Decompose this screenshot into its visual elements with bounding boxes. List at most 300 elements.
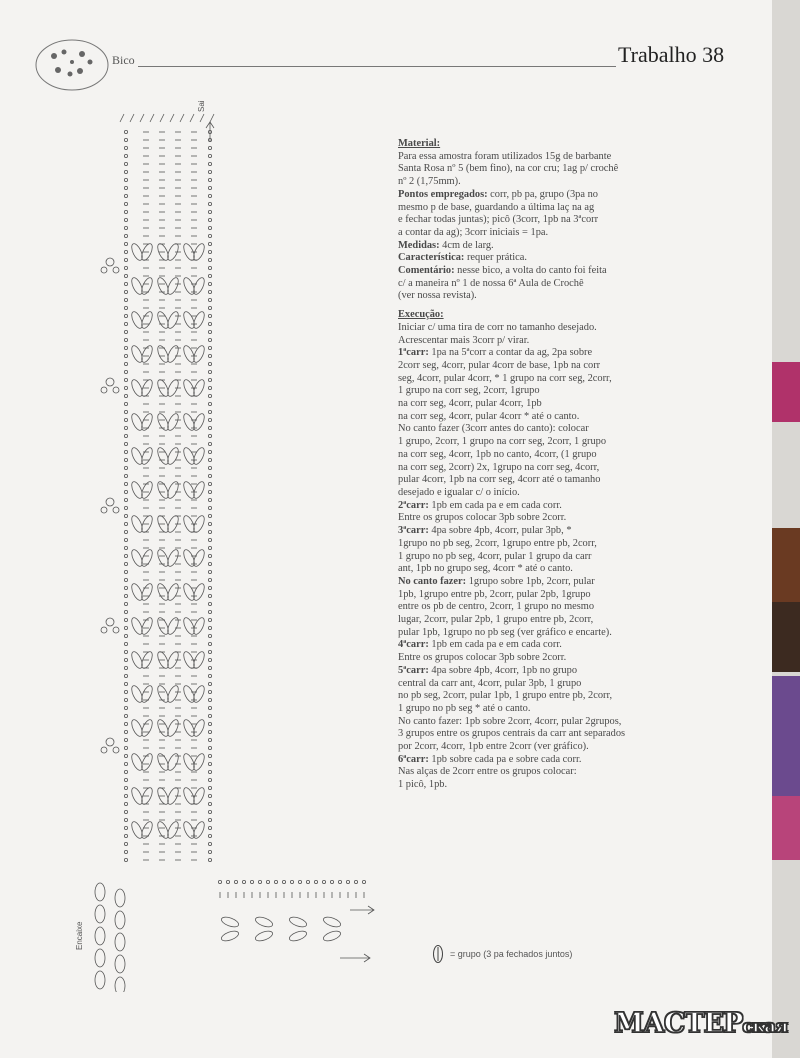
chain-stitch-mark xyxy=(298,880,301,883)
instruction-line: e fechar todas juntas); picô (3corr, 1pb na 3ªcorr xyxy=(398,214,599,226)
chain-stitch-mark xyxy=(124,186,127,189)
chain-stitch-mark xyxy=(208,402,211,405)
instruction-line: desejado e igualar c/ o início. xyxy=(398,486,520,498)
chain-stitch-mark xyxy=(124,194,127,197)
grupo-symbol xyxy=(140,446,155,466)
page-tab-brown xyxy=(772,528,800,602)
chain-stitch-mark xyxy=(208,666,211,669)
picot-mark xyxy=(113,267,119,273)
chain-stitch-mark xyxy=(124,738,127,741)
grupo-symbol xyxy=(140,276,155,296)
chain-stitch-mark xyxy=(208,594,211,597)
chain-stitch-mark xyxy=(208,506,211,509)
chain-stitch-mark xyxy=(208,410,211,413)
chain-stitch-mark xyxy=(124,442,127,445)
chain-stitch-mark xyxy=(124,250,127,253)
chain-stitch-mark xyxy=(124,338,127,341)
grupo-symbol xyxy=(192,820,207,840)
chain-stitch-mark xyxy=(124,698,127,701)
instruction-line: Acrescentar mais 3corr p/ virar. xyxy=(398,334,530,346)
chain-stitch-mark xyxy=(208,418,211,421)
instruction-label: 1ªcarr: xyxy=(398,347,429,359)
chain-stitch-mark xyxy=(208,794,211,797)
crochet-motif-logo-icon xyxy=(34,38,110,92)
chain-stitch-mark xyxy=(208,554,211,557)
picot-mark xyxy=(113,747,119,753)
instruction-text: corr, pb pa, grupo (3pa no xyxy=(487,188,598,200)
chain-stitch-mark xyxy=(208,570,211,573)
instruction-line: 1grupo no pb seg, 2corr, 1grupo entre pb, 2corr, xyxy=(398,537,597,549)
grupo-symbol xyxy=(192,718,207,738)
chain-stitch-mark xyxy=(124,850,127,853)
chain-stitch-mark xyxy=(124,426,127,429)
grupo-symbol xyxy=(140,752,155,772)
chain-stitch-mark xyxy=(208,146,211,149)
instruction-text: 1pb sobre cada pa e sobre cada corr. xyxy=(428,753,582,765)
chain-stitch-mark xyxy=(124,498,127,501)
grupo-symbol xyxy=(115,933,125,951)
chain-stitch-mark xyxy=(124,514,127,517)
instruction-line: lugar, 2corr, pular 2pb, 1 grupo entre pb, 2corr, xyxy=(398,614,594,626)
chain-stitch-mark xyxy=(124,658,127,661)
grupo-symbol xyxy=(288,929,308,943)
chain-stitch-mark xyxy=(124,634,127,637)
chain-stitch-mark xyxy=(124,178,127,181)
instruction-line xyxy=(398,189,694,202)
chain-stitch-mark xyxy=(208,170,211,173)
grupo-symbol xyxy=(95,927,105,945)
chain-stitch-mark xyxy=(124,810,127,813)
grupo-symbol xyxy=(322,929,342,943)
grupo-symbol xyxy=(115,955,125,973)
chain-stitch-mark xyxy=(124,666,127,669)
chain-stitch-mark xyxy=(124,242,127,245)
grupo-symbol xyxy=(192,616,207,636)
picot-mark xyxy=(101,507,107,513)
instruction-line: pular 4corr, 1pb na corr seg, 4corr até o tamanho xyxy=(398,474,601,486)
grupo-symbol xyxy=(254,915,274,929)
instruction-line: Entre os grupos colocar 3pb sobre 2corr. xyxy=(398,512,567,524)
chain-stitch-mark xyxy=(208,730,211,733)
chain-stitch-mark xyxy=(208,634,211,637)
chain-stitch-mark xyxy=(282,880,285,883)
chain-stitch-mark xyxy=(322,880,325,883)
chain-stitch-mark xyxy=(208,258,211,261)
chain-stitch-mark xyxy=(208,514,211,517)
grupo-symbol xyxy=(166,548,181,568)
direction-arrow xyxy=(206,122,214,142)
instruction-line: 2corr seg, 4corr, pular 4corr de base, 1pb na corr xyxy=(398,359,601,371)
chain-stitch-mark xyxy=(124,642,127,645)
chain-stitch-mark xyxy=(208,850,211,853)
instruction-line: No canto fazer (3corr antes do canto): colocar xyxy=(398,423,589,435)
chain-stitch-mark xyxy=(124,482,127,485)
picot-mark xyxy=(106,738,114,746)
chain-stitch-mark xyxy=(124,674,127,677)
chain-stitch-mark xyxy=(124,370,127,373)
chain-stitch-mark xyxy=(208,386,211,389)
page-tab-magenta xyxy=(772,362,800,422)
chain-stitch-mark xyxy=(124,554,127,557)
grupo-symbol xyxy=(95,971,105,989)
chain-stitch-mark xyxy=(124,298,127,301)
grupo-symbol xyxy=(166,582,181,602)
chain-stitch-mark xyxy=(208,290,211,293)
chain-stitch-mark xyxy=(124,562,127,565)
instruction-label: 5ªcarr: xyxy=(398,664,429,676)
chain-stitch-mark xyxy=(208,218,211,221)
grupo-symbol xyxy=(115,889,125,907)
chain-stitch-mark xyxy=(208,306,211,309)
instruction-line: na corr seg, 2corr) 2x, 1grupo na corr seg, 4corr, xyxy=(398,461,600,473)
chain-stitch-mark xyxy=(124,730,127,733)
grupo-symbol xyxy=(166,344,181,364)
instruction-line: 1 grupo no pb seg * até o canto. xyxy=(398,702,531,714)
chain-stitch-mark xyxy=(124,722,127,725)
grupo-symbol xyxy=(166,820,181,840)
chain-stitch-mark xyxy=(208,778,211,781)
chain-stitch-mark xyxy=(218,880,221,883)
instruction-text: 1pb em cada pa e em cada corr. xyxy=(428,499,562,511)
page-tab-magenta-2 xyxy=(772,796,800,860)
grupo-symbol xyxy=(95,949,105,967)
chain-stitch-mark xyxy=(290,880,293,883)
grupo-symbol xyxy=(140,310,155,330)
chain-stitch-mark xyxy=(124,602,127,605)
picot-mark xyxy=(101,387,107,393)
grupo-symbol xyxy=(220,915,240,929)
chain-stitch-mark xyxy=(124,330,127,333)
instruction-text: 1pb em cada pa e em cada corr. xyxy=(428,639,562,651)
instruction-line: pular 1pb, 1grupo no pb seg (ver gráfico e encarte). xyxy=(398,626,612,638)
chain-stitch-mark xyxy=(314,880,317,883)
chain-stitch-mark xyxy=(208,546,211,549)
chain-stitch-mark xyxy=(124,818,127,821)
instruction-line: 1pb, 1grupo entre pb, 2corr, pular 2pb, 1grupo xyxy=(398,588,591,600)
instruction-line: na corr seg, 4corr, pular 4corr * até o canto. xyxy=(398,410,580,422)
grupo-symbol xyxy=(166,276,181,296)
chain-stitch-mark xyxy=(124,394,127,397)
chain-stitch-mark xyxy=(208,314,211,317)
chain-stitch-mark xyxy=(124,786,127,789)
instruction-line: Execução: xyxy=(398,309,444,321)
stitch-mark xyxy=(150,114,154,122)
instruction-text: 1grupo sobre 1pb, 2corr, pular xyxy=(466,575,595,587)
chain-stitch-mark xyxy=(124,570,127,573)
chain-stitch-mark xyxy=(208,474,211,477)
chain-stitch-mark xyxy=(124,522,127,525)
chain-stitch-mark xyxy=(208,658,211,661)
instruction-label: 2ªcarr: xyxy=(398,499,429,511)
chain-stitch-mark xyxy=(124,402,127,405)
instruction-line: Para essa amostra foram utilizados 15g de barbante xyxy=(398,150,612,162)
chain-stitch-mark xyxy=(208,250,211,253)
grupo-symbol xyxy=(140,582,155,602)
instruction-line: por 2corr, 4corr, 1pb entre 2corr (ver gráfico). xyxy=(398,741,589,753)
chain-stitch-mark xyxy=(124,706,127,709)
chain-stitch-mark xyxy=(208,834,211,837)
picot-mark xyxy=(106,378,114,386)
chain-stitch-mark xyxy=(226,880,229,883)
chain-stitch-mark xyxy=(124,682,127,685)
instruction-line xyxy=(398,240,694,253)
chain-stitch-mark xyxy=(208,530,211,533)
chain-stitch-mark xyxy=(208,394,211,397)
chain-stitch-mark xyxy=(208,370,211,373)
chain-stitch-mark xyxy=(208,786,211,789)
chain-stitch-mark xyxy=(124,234,127,237)
chain-stitch-mark xyxy=(208,586,211,589)
instruction-line: no pb seg, 2corr, pular 1pb, 1 grupo entre pb, 2corr, xyxy=(398,690,613,702)
picot-mark xyxy=(106,258,114,266)
diagram-label-top: Sai xyxy=(197,100,206,112)
chain-stitch-mark xyxy=(208,434,211,437)
chain-stitch-mark xyxy=(208,242,211,245)
chain-stitch-mark xyxy=(208,442,211,445)
instruction-line xyxy=(398,754,694,767)
instruction-line: entre os pb de centro, 2corr, 1 grupo no mesmo xyxy=(398,601,595,613)
instruction-text: requer prática. xyxy=(464,252,527,264)
grupo-symbol xyxy=(140,548,155,568)
chain-stitch-mark xyxy=(208,482,211,485)
instruction-label: 3ªcarr: xyxy=(398,525,429,537)
instruction-text: 1pa na 5ªcorr a contar da ag, 2pa sobre xyxy=(428,347,593,359)
chain-stitch-mark xyxy=(208,298,211,301)
chain-stitch-mark xyxy=(208,842,211,845)
picot-mark xyxy=(101,747,107,753)
chain-stitch-mark xyxy=(208,706,211,709)
chain-stitch-mark xyxy=(242,880,245,883)
legend-text: = grupo (3 pa fechados juntos) xyxy=(450,949,573,959)
chain-stitch-mark xyxy=(124,322,127,325)
chain-stitch-mark xyxy=(124,714,127,717)
chain-stitch-mark xyxy=(208,754,211,757)
chain-stitch-mark xyxy=(124,258,127,261)
instruction-line xyxy=(398,265,694,278)
chain-stitch-mark xyxy=(124,170,127,173)
chain-stitch-mark xyxy=(124,386,127,389)
instruction-label: 4ªcarr: xyxy=(398,639,429,651)
chain-stitch-mark xyxy=(208,162,211,165)
grupo-symbol xyxy=(95,883,105,901)
chain-stitch-mark xyxy=(124,418,127,421)
grupo-symbol xyxy=(166,752,181,772)
instruction-label: Característica: xyxy=(398,252,465,264)
instruction-line: nº 2 (1,75mm). xyxy=(398,176,461,188)
chain-stitch-mark xyxy=(124,218,127,221)
chain-stitch-mark xyxy=(124,538,127,541)
stitch-mark xyxy=(190,114,194,122)
instruction-line: seg, 4corr, pular 4corr, * 1 grupo na corr seg, 2corr, xyxy=(398,372,612,384)
chain-stitch-mark xyxy=(124,354,127,357)
chain-stitch-mark xyxy=(124,226,127,229)
instruction-text: 4pa sobre 4pb, 4corr, 1pb no grupo xyxy=(428,664,578,676)
grupo-symbol xyxy=(140,616,155,636)
picot-mark xyxy=(113,387,119,393)
chain-stitch-mark xyxy=(124,650,127,653)
chain-stitch-mark xyxy=(208,266,211,269)
direction-arrow xyxy=(340,954,370,962)
chain-stitch-mark xyxy=(208,378,211,381)
grupo-symbol xyxy=(140,412,155,432)
diagram-label-corner: Encaixe xyxy=(75,921,84,950)
chain-stitch-mark xyxy=(250,880,253,883)
grupo-symbol xyxy=(166,684,181,704)
chain-stitch-mark xyxy=(208,362,211,365)
chain-stitch-mark xyxy=(124,138,127,141)
instruction-line xyxy=(398,252,694,265)
stitch-mark xyxy=(180,114,184,122)
grupo-symbol xyxy=(192,310,207,330)
chain-stitch-mark xyxy=(208,578,211,581)
grupo-symbol xyxy=(192,412,207,432)
chain-stitch-mark xyxy=(124,378,127,381)
grupo-symbol xyxy=(115,911,125,929)
chain-stitch-mark xyxy=(124,274,127,277)
instruction-line xyxy=(398,347,694,360)
grupo-symbol xyxy=(166,412,181,432)
instruction-line xyxy=(398,500,694,513)
stitch-mark xyxy=(120,114,124,122)
chain-stitch-mark xyxy=(354,880,357,883)
chain-stitch-mark xyxy=(124,290,127,293)
instruction-text: 4pa sobre 4pb, 4corr, pular 3pb, * xyxy=(428,525,572,537)
chain-stitch-mark xyxy=(208,186,211,189)
chain-stitch-mark xyxy=(258,880,261,883)
chain-stitch-mark xyxy=(208,610,211,613)
instruction-line xyxy=(398,665,694,678)
chain-stitch-mark xyxy=(124,458,127,461)
chain-stitch-mark xyxy=(124,266,127,269)
instruction-line: 1 picô, 1pb. xyxy=(398,779,448,791)
grupo-symbol xyxy=(140,344,155,364)
instruction-line: (ver nossa revista). xyxy=(398,290,477,302)
chain-stitch-mark xyxy=(208,642,211,645)
chain-stitch-mark xyxy=(208,858,211,861)
chain-stitch-mark xyxy=(124,162,127,165)
grupo-symbol xyxy=(254,929,274,943)
grupo-symbol-icon xyxy=(432,944,444,964)
grupo-symbol xyxy=(192,276,207,296)
chain-stitch-mark xyxy=(208,346,211,349)
chain-stitch-mark xyxy=(306,880,309,883)
instruction-line: na corr seg, 4corr, 1pb no canto, 4corr, (1 grupo xyxy=(398,448,597,460)
chain-stitch-mark xyxy=(124,530,127,533)
chain-stitch-mark xyxy=(208,690,211,693)
page-tab-purple xyxy=(772,676,800,796)
instruction-label: Comentário: xyxy=(398,265,455,277)
chain-stitch-mark xyxy=(124,802,127,805)
chain-stitch-mark xyxy=(208,810,211,813)
chain-stitch-mark xyxy=(208,154,211,157)
chain-stitch-mark xyxy=(124,466,127,469)
grupo-symbol xyxy=(166,446,181,466)
chain-stitch-mark xyxy=(330,880,333,883)
section-name: Bico xyxy=(112,53,135,67)
grupo-symbol xyxy=(166,718,181,738)
chain-stitch-mark xyxy=(124,546,127,549)
chain-stitch-mark xyxy=(208,330,211,333)
chain-stitch-mark xyxy=(208,426,211,429)
grupo-symbol xyxy=(192,446,207,466)
instruction-line: a contar da ag); 3corr iniciais = 1pa. xyxy=(398,226,549,238)
grupo-symbol xyxy=(166,616,181,636)
chain-stitch-mark xyxy=(124,746,127,749)
chain-stitch-mark xyxy=(208,722,211,725)
chain-stitch-mark xyxy=(234,880,237,883)
instruction-line: ant, 1pb no grupo seg, 4corr * até o canto. xyxy=(398,563,573,575)
grupo-symbol xyxy=(192,582,207,602)
chain-stitch-mark xyxy=(124,754,127,757)
instructions-text xyxy=(398,138,694,792)
chain-stitch-mark xyxy=(124,842,127,845)
chain-stitch-mark xyxy=(124,130,127,133)
chain-stitch-mark xyxy=(208,194,211,197)
instruction-line xyxy=(398,639,694,652)
instruction-line xyxy=(398,576,694,589)
chain-stitch-mark xyxy=(208,282,211,285)
chain-stitch-mark xyxy=(124,618,127,621)
chain-stitch-mark xyxy=(208,274,211,277)
grupo-symbol xyxy=(192,752,207,772)
instruction-label: Pontos empregados: xyxy=(398,188,488,200)
grupo-symbol xyxy=(115,977,125,992)
instruction-line: Nas alças de 2corr entre os grupos colocar: xyxy=(398,766,577,778)
instruction-line: central da carr ant, 4corr, pular 3pb, 1 grupo xyxy=(398,677,582,689)
chain-stitch-mark xyxy=(208,770,211,773)
grupo-symbol xyxy=(140,684,155,704)
chain-stitch-mark xyxy=(208,210,211,213)
grupo-symbol xyxy=(192,480,207,500)
chain-stitch-mark xyxy=(208,450,211,453)
chain-stitch-mark xyxy=(124,770,127,773)
chain-stitch-mark xyxy=(124,610,127,613)
stitch-mark xyxy=(170,114,174,122)
chain-stitch-mark xyxy=(208,698,211,701)
chain-stitch-mark xyxy=(208,202,211,205)
grupo-symbol xyxy=(322,915,342,929)
page-tab-dark xyxy=(772,602,800,672)
chain-stitch-mark xyxy=(124,794,127,797)
stitch-mark xyxy=(210,114,214,122)
legend xyxy=(432,944,572,964)
instruction-line: Santa Rosa nº 5 (bem fino), na cor cru; 1ag p/ crochê xyxy=(398,163,619,175)
picot-mark xyxy=(101,267,107,273)
chain-stitch-mark xyxy=(124,826,127,829)
grupo-symbol xyxy=(192,344,207,364)
instruction-line: Iniciar c/ uma tira de corr no tamanho desejado. xyxy=(398,321,597,333)
instruction-line: 1 grupo na corr seg, 2corr, 1grupo xyxy=(398,385,540,397)
chain-stitch-mark xyxy=(208,602,211,605)
chain-stitch-mark xyxy=(208,226,211,229)
instruction-line: No canto fazer: 1pb sobre 2corr, 4corr, pular 2grupos, xyxy=(398,715,622,727)
chain-stitch-mark xyxy=(124,146,127,149)
chain-stitch-mark xyxy=(208,714,211,717)
chain-stitch-mark xyxy=(124,626,127,629)
chain-stitch-mark xyxy=(124,210,127,213)
picot-mark xyxy=(113,627,119,633)
chain-stitch-mark xyxy=(124,306,127,309)
chain-stitch-mark xyxy=(208,322,211,325)
chain-stitch-mark xyxy=(124,690,127,693)
chain-stitch-mark xyxy=(124,778,127,781)
chain-stitch-mark xyxy=(208,626,211,629)
instruction-line: na corr seg, 4corr, pular 4corr, 1pb xyxy=(398,398,542,410)
grupo-symbol xyxy=(140,718,155,738)
instruction-line: mesmo p de base, guardando a última laç na ag xyxy=(398,201,595,213)
instruction-line xyxy=(398,525,694,538)
chain-stitch-mark xyxy=(208,826,211,829)
